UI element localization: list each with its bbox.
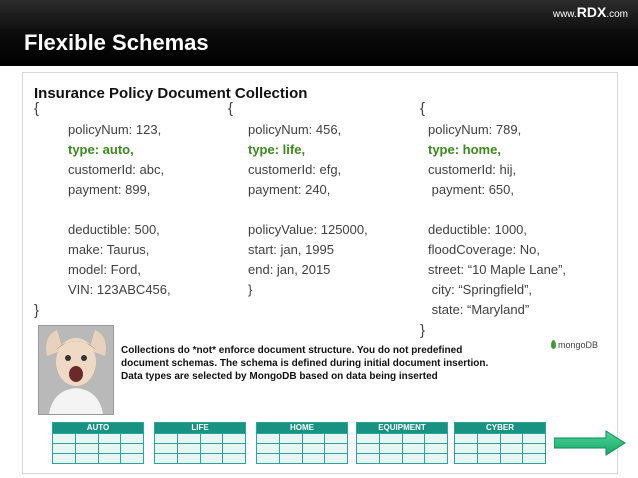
field: floodCoverage: No, bbox=[428, 242, 541, 257]
table-equipment bbox=[356, 422, 448, 464]
field: end: jan, 2015 bbox=[248, 262, 331, 277]
field: payment: 899, bbox=[68, 182, 151, 197]
close-brace: } bbox=[248, 282, 253, 297]
mongodb-logo: mongoDB bbox=[551, 340, 598, 350]
field: customerId: hij, bbox=[428, 162, 517, 177]
open-brace: { bbox=[34, 100, 40, 117]
brand-logo: www.RDX.com bbox=[552, 4, 628, 20]
right-arrow-icon bbox=[554, 430, 626, 456]
close-brace: } bbox=[420, 322, 426, 339]
table-header: HOME bbox=[257, 423, 347, 433]
table-auto bbox=[52, 422, 144, 464]
field: policyNum: 789, bbox=[428, 122, 522, 137]
field: make: Taurus, bbox=[68, 242, 150, 257]
field: deductible: 1000, bbox=[428, 222, 528, 237]
field: start: jan, 1995 bbox=[248, 242, 334, 257]
field: policyValue: 125000, bbox=[248, 222, 368, 237]
title-bar bbox=[0, 0, 638, 66]
section-heading: Insurance Policy Document Collection bbox=[34, 85, 308, 102]
type-field: type: home, bbox=[428, 142, 501, 157]
field: customerId: efg, bbox=[248, 162, 342, 177]
table-header: AUTO bbox=[53, 423, 143, 433]
field: deductible: 500, bbox=[68, 222, 160, 237]
slide-title: Flexible Schemas bbox=[24, 30, 209, 55]
type-field: type: auto, bbox=[68, 142, 134, 157]
field: model: Ford, bbox=[68, 262, 141, 277]
field: payment: 240, bbox=[248, 182, 331, 197]
field: customerId: abc, bbox=[68, 162, 165, 177]
table-header: EQUIPMENT bbox=[357, 423, 447, 433]
field: policyNum: 456, bbox=[248, 122, 342, 137]
field: payment: 650, bbox=[428, 182, 514, 197]
field: VIN: 123ABC456, bbox=[68, 282, 171, 297]
child-photo bbox=[38, 325, 114, 415]
field: city: “Springfield”, bbox=[428, 282, 533, 297]
explanatory-note: Collections do *not* enforce document structure. You do not predefined document schemas. The schema is defined during initial document insertion. Data types are selected by MongoDB based on data being inserted bbox=[121, 345, 489, 382]
field: policyNum: 123, bbox=[68, 122, 162, 137]
table-header: LIFE bbox=[155, 423, 245, 433]
table-home bbox=[256, 422, 348, 464]
type-field: type: life, bbox=[248, 142, 306, 157]
mongodb-leaf-icon bbox=[551, 340, 556, 349]
open-brace: { bbox=[420, 100, 426, 117]
table-header: CYBER bbox=[455, 423, 545, 433]
open-brace: { bbox=[228, 100, 234, 117]
table-life bbox=[154, 422, 246, 464]
table-cyber bbox=[454, 422, 546, 464]
close-brace: } bbox=[34, 302, 40, 319]
field: state: “Maryland” bbox=[428, 302, 530, 317]
field: street: “10 Maple Lane”, bbox=[428, 262, 567, 277]
